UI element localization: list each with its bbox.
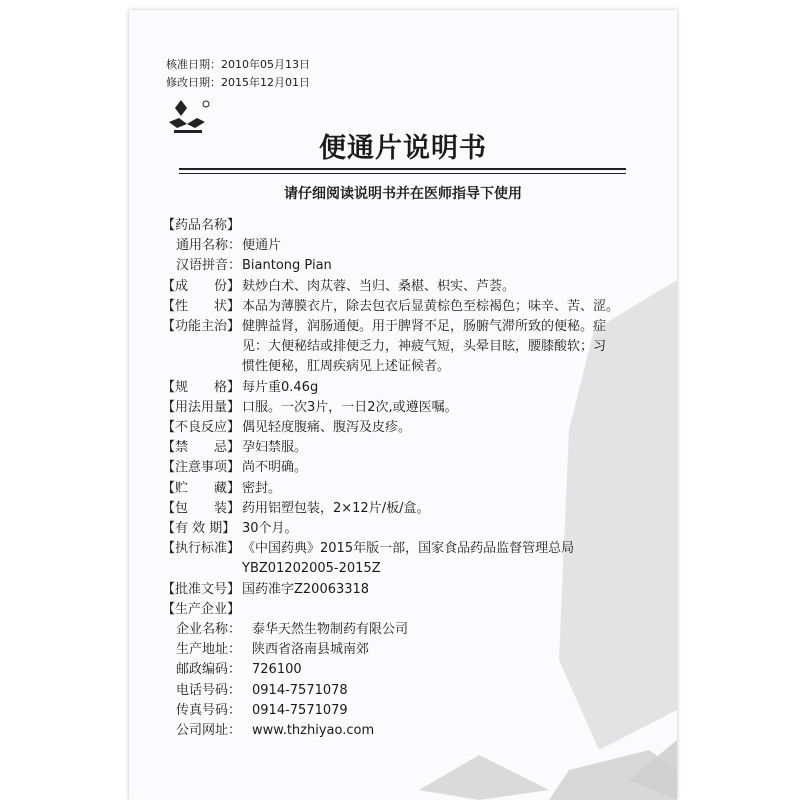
validity-row xyxy=(162,519,654,539)
leaflet-sheet xyxy=(129,10,677,800)
field-value: 尚不明确。 xyxy=(242,460,308,476)
field-value: 泰华天然生物制药有限公司 xyxy=(252,622,409,638)
postcode-row xyxy=(162,660,654,680)
field-value: Biantong Pian xyxy=(242,258,332,274)
package-row xyxy=(162,499,654,519)
company-row xyxy=(162,620,654,640)
field-label: 通用名称： xyxy=(176,238,242,254)
indications-line-3: 惯性便秘，肛周疾病见上述证候者。 xyxy=(242,359,451,375)
field-label: 生产地址： xyxy=(176,642,242,658)
field-label: 【执行标准】 xyxy=(162,541,241,557)
field-value: 本品为薄膜衣片，除去包衣后显黄棕色至棕褐色；味辛、苦、涩。 xyxy=(242,298,620,314)
approval-date: 核准日期：2010年05月13日 xyxy=(166,58,310,71)
indications-row xyxy=(162,317,654,337)
leaflet-content xyxy=(162,216,654,741)
usage-notice: 请仔细阅读说明书并在医师指导下使用 xyxy=(284,186,522,202)
field-label: 汉语拼音： xyxy=(176,258,242,274)
field-value: 密封。 xyxy=(242,480,282,496)
precautions-row xyxy=(162,458,654,478)
website-link[interactable]: www.thzhiyao.com xyxy=(252,723,375,739)
field-label: 邮政编码： xyxy=(176,662,242,678)
field-label: 【有 效 期】 xyxy=(162,521,236,537)
field-value: 麸炒白术、肉苁蓉、当归、桑椹、枳实、芦荟。 xyxy=(242,278,516,294)
date-block xyxy=(166,56,310,92)
field-value: 每片重0.46g xyxy=(242,379,319,395)
field-value: 药用铝塑包装，2×12片/板/盒。 xyxy=(242,500,430,516)
field-label: 【批准文号】 xyxy=(162,581,241,597)
indications-line-2: 见：大便秘结或排便乏力，神疲气短，头晕目眩，腰膝酸软；习 xyxy=(242,339,607,355)
website-row xyxy=(162,721,654,741)
field-value: 0914-7571078 xyxy=(252,682,348,698)
address-row xyxy=(162,640,654,660)
field-label: 企业名称： xyxy=(176,622,242,638)
title-rule-bottom xyxy=(179,173,626,174)
field-value: 健脾益肾，润肠通便。用于脾肾不足，肠腑气滞所致的便秘。症 xyxy=(242,319,607,335)
field-value: 便通片 xyxy=(242,238,282,254)
storage-row xyxy=(162,479,654,499)
field-label: 【规 格】 xyxy=(162,379,241,395)
pinyin-row xyxy=(162,256,654,276)
properties-row xyxy=(162,297,654,317)
fax-row xyxy=(162,701,654,721)
section-label: 【药品名称】 xyxy=(162,218,241,233)
field-value: 国药准字Z20063318 xyxy=(242,581,370,597)
approval-number-row xyxy=(162,580,654,600)
phone-row xyxy=(162,681,654,701)
contraindications-row xyxy=(162,438,654,458)
manufacturer-section xyxy=(162,600,654,620)
field-label: 【功能主治】 xyxy=(162,319,241,335)
field-value: 陕西省洛南县城南郊 xyxy=(252,642,370,658)
section-label: 【生产企业】 xyxy=(162,601,241,617)
field-label: 【成 份】 xyxy=(162,278,241,294)
field-label: 【包 装】 xyxy=(162,500,241,516)
generic-name-row xyxy=(162,236,654,256)
field-value: 30个月。 xyxy=(242,521,298,537)
field-value: 0914-7571079 xyxy=(252,702,348,718)
usage-row xyxy=(162,398,654,418)
field-label: 电话号码： xyxy=(176,682,242,698)
field-value: 口服。一次3片，一日2次,或遵医嘱。 xyxy=(242,399,458,415)
field-label: 【贮 藏】 xyxy=(162,480,241,496)
field-value: 偶见轻度腹痛、腹泻及皮疹。 xyxy=(242,420,412,436)
field-label: 【性 状】 xyxy=(162,298,241,314)
field-label: 传真号码： xyxy=(176,702,242,718)
title-rule-top xyxy=(179,168,626,170)
field-label: 【注意事项】 xyxy=(162,460,241,476)
standard-row xyxy=(162,539,654,559)
field-value: 726100 xyxy=(252,662,302,678)
revision-date: 修改日期：2015年12月01日 xyxy=(166,76,310,89)
field-label: 公司网址： xyxy=(176,723,242,739)
standard-line-2: YBZ01202005-2015Z xyxy=(242,561,381,577)
adverse-row xyxy=(162,418,654,438)
spec-row xyxy=(162,378,654,398)
field-label: 【用法用量】 xyxy=(162,399,241,415)
field-value: 《中国药典》2015年版一部，国家食品药品监督管理总局 xyxy=(242,541,575,557)
document-title: 便通片说明书 xyxy=(319,133,487,164)
field-value: 孕妇禁服。 xyxy=(242,440,308,456)
field-label: 【不良反应】 xyxy=(162,420,241,436)
field-label: 【禁 忌】 xyxy=(162,440,241,456)
drug-name-section xyxy=(162,216,654,236)
ingredients-row xyxy=(162,277,654,297)
